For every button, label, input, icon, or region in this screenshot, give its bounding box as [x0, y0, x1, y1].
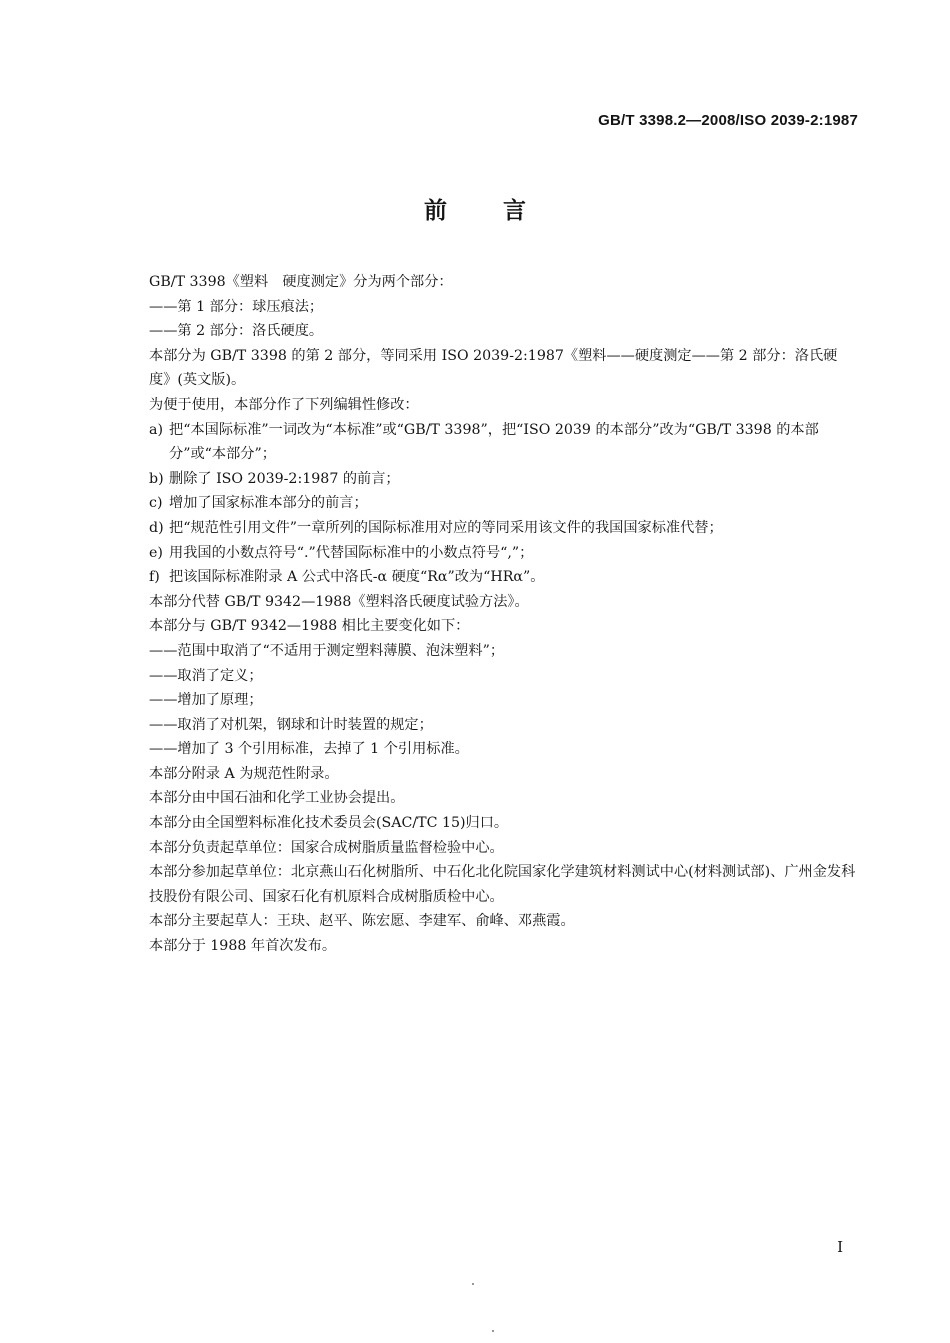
list-item: ——范围中取消了“不适用于测定塑料薄膜、泡沫塑料”； — [149, 642, 505, 659]
list-item-label: d) — [149, 519, 164, 536]
list-item — [117, 467, 857, 492]
paragraph: 为便于使用，本部分作了下列编辑性修改： — [149, 396, 419, 413]
list-item — [117, 565, 857, 590]
list-item-text: 用我国的小数点符号“.”代替国际标准中的小数点符号“,”； — [169, 544, 534, 561]
list-item-text: 删除了 ISO 2039-2:1987 的前言； — [169, 470, 400, 487]
paragraph: 本部分为 GB/T 3398 的第 2 部分，等同采用 ISO 2039-2:1987《塑料——硬度测定——第 2 部分：洛氏硬度》(英文版)。 — [149, 347, 838, 389]
paragraph: 本部分参加起草单位：北京燕山石化树脂所、中石化北化院国家化学建筑材料测试中心(材料测试部)、广州金发科技股份有限公司、国家石化有机原料合成树脂质检中心。 — [149, 864, 856, 905]
scan-speck — [492, 1330, 494, 1332]
list-item: ——第 1 部分：球压痕法； — [149, 298, 324, 315]
paragraph: 本部分于 1988 年首次发布。 — [149, 938, 337, 955]
list-item-label: a) — [149, 421, 163, 438]
list-item: ——增加了原理； — [149, 692, 263, 709]
paragraph: GB/T 3398《塑料 硬度测定》分为两个部分： — [149, 274, 453, 290]
paragraph: 本部分负责起草单位：国家合成树脂质量监督检验中心。 — [149, 839, 504, 856]
list-item — [117, 541, 857, 566]
list-item-text: 把“本国际标准”一词改为“本标准”或“GB/T 3398”，把“ISO 2039 的本部分”改为“GB/T 3398 的本部分”或“本部分”； — [169, 421, 819, 463]
page-title-char: 言 — [503, 198, 526, 224]
page-title-char: 前 — [424, 198, 447, 224]
standard-code: GB/T 3398.2—2008/ISO 2039-2:1987 — [598, 112, 858, 129]
list-item: ——取消了定义； — [149, 667, 263, 684]
paragraph: 本部分由中国石油和化学工业协会提出。 — [149, 790, 405, 807]
list-item-label: b) — [149, 470, 164, 487]
list-item-label: f) — [149, 569, 160, 586]
paragraph: 本部分主要起草人：王玦、赵平、陈宏愿、李建军、俞峰、邓燕霞。 — [149, 913, 575, 930]
list-item: ——增加了 3 个引用标准，去掉了 1 个引用标准。 — [149, 741, 469, 758]
page-title — [0, 192, 950, 225]
list-item-text: 把该国际标准附录 A 公式中洛氏-α 硬度“Rα”改为“HRα”。 — [169, 569, 545, 586]
paragraph: 本部分由全国塑料标准化技术委员会(SAC/TC 15)归口。 — [149, 815, 509, 832]
list-item — [117, 491, 857, 516]
page-number: I — [837, 1238, 843, 1256]
list-item-text: 增加了国家标准本部分的前言； — [169, 495, 368, 512]
paragraph: 本部分附录 A 为规范性附录。 — [149, 765, 339, 782]
list-item-label: c) — [149, 495, 163, 512]
list-item — [117, 418, 857, 467]
list-item-label: e) — [149, 544, 163, 561]
list-item — [117, 516, 857, 541]
foreword-body — [117, 270, 857, 959]
paragraph: 本部分代替 GB/T 9342—1988《塑料洛氏硬度试验方法》。 — [149, 593, 529, 610]
list-item: ——第 2 部分：洛氏硬度。 — [149, 323, 324, 340]
paragraph: 本部分与 GB/T 9342—1988 相比主要变化如下： — [149, 618, 470, 635]
list-item-text: 把“规范性引用文件”一章所列的国际标准用对应的等同采用该文件的我国国家标准代替； — [169, 519, 723, 536]
list-item: ——取消了对机架，钢球和计时装置的规定； — [149, 716, 433, 733]
scan-speck — [472, 1283, 474, 1285]
